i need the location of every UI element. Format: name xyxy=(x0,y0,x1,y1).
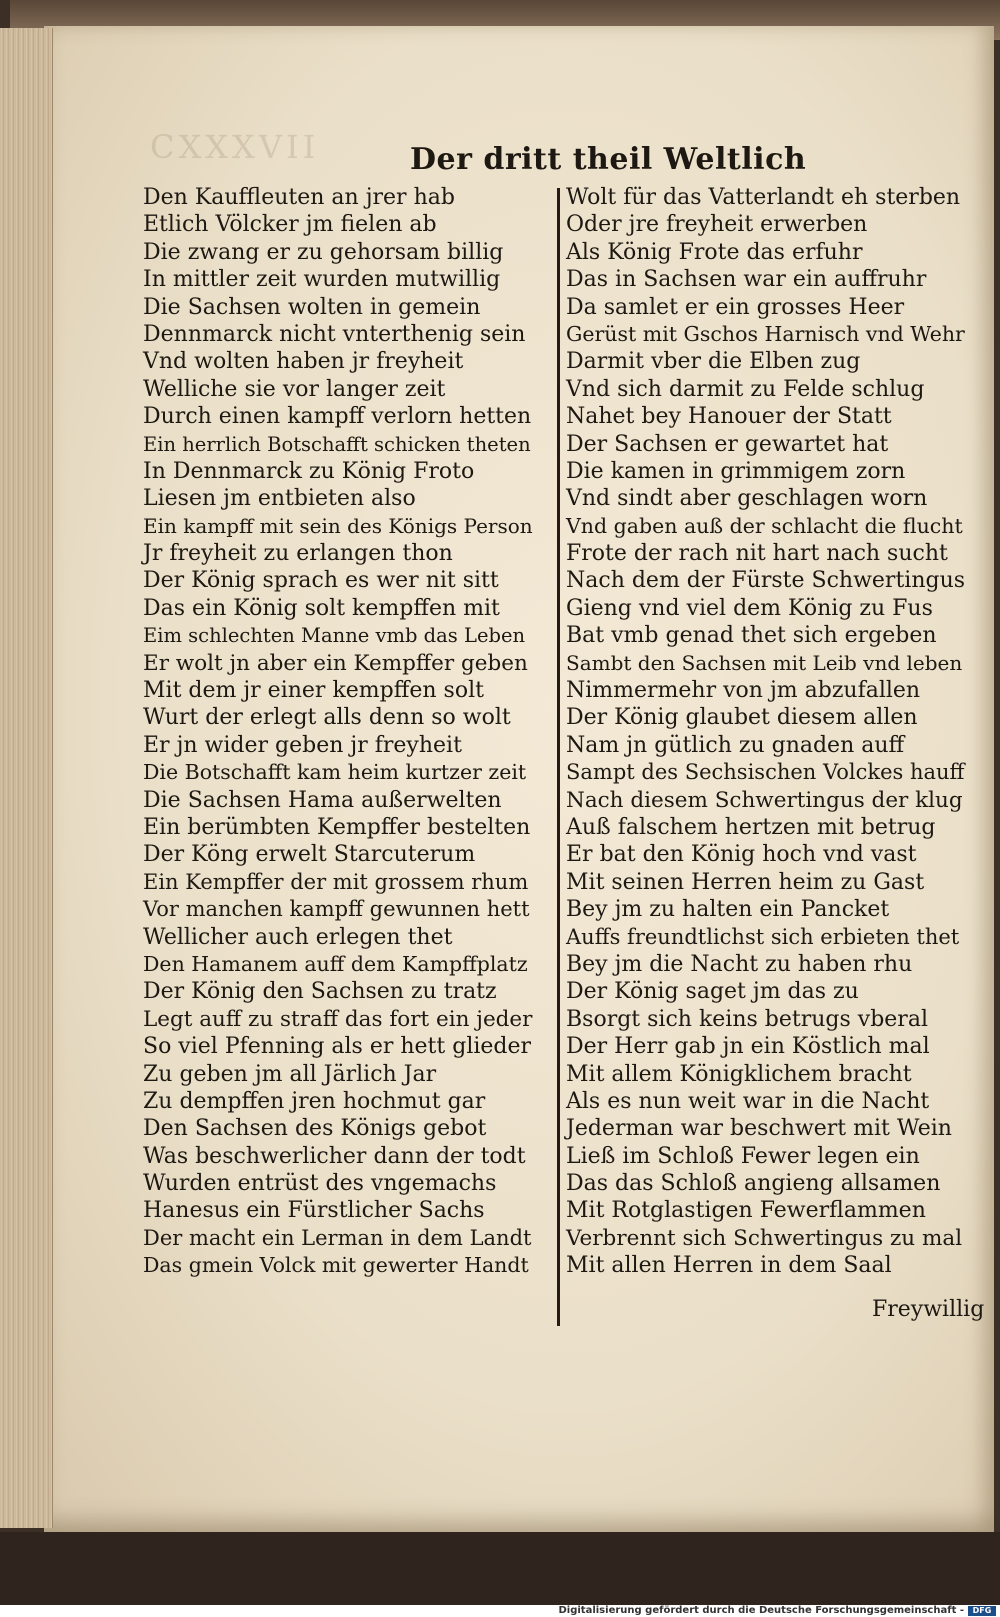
verse-line: Zu dempffen jren hochmut gar xyxy=(143,1088,486,1114)
verse-line: Was beschwerlicher dann der todt xyxy=(143,1143,526,1169)
verse-line: Das das Schloß angieng allsamen xyxy=(566,1171,941,1197)
funding-credit: Digitalisierung gefördert durch die Deutsche Forschungsgemeinschaft - xyxy=(558,1605,964,1616)
verse-line: Den Hamanem auff dem Kampffplatz xyxy=(143,951,528,976)
verse-line: Da samlet er ein grosses Heer xyxy=(566,294,905,320)
verse-line: Darmit vber die Elben zug xyxy=(566,349,861,375)
verse-line: Nimmermehr von jm abzufallen xyxy=(566,678,921,704)
verse-line: Er jn wider geben jr freyheit xyxy=(143,732,462,758)
verse-line: Als es nun weit war in die Nacht xyxy=(566,1088,930,1114)
verse-line: Jr freyheit zu erlangen thon xyxy=(143,541,453,567)
verse-line: Etlich Völcker jm fielen ab xyxy=(143,212,437,238)
verse-line: Mit seinen Herren heim zu Gast xyxy=(566,869,925,895)
verse-line: Mit allem Königklichem bracht xyxy=(566,1061,912,1087)
verse-line: Auß falschem hertzen mit betrug xyxy=(566,814,936,840)
verse-line: Den Sachsen des Königs gebot xyxy=(143,1116,487,1142)
bleed-through-text: CXXXVII xyxy=(150,128,320,166)
verse-line: Oder jre freyheit erwerben xyxy=(566,212,868,238)
verse-line: Der Sachsen er gewartet hat xyxy=(566,431,889,457)
verse-line: Bat vmb genad thet sich ergeben xyxy=(566,623,937,649)
verse-line: Das gmein Volck mit gewerter Handt xyxy=(143,1253,529,1278)
verse-line: Vnd gaben auß der schlacht die flucht xyxy=(566,513,963,538)
verse-line: Hanesus ein Fürstlicher Sachs xyxy=(143,1198,485,1224)
verse-line: Nach diesem Schwertingus der klug xyxy=(566,787,963,813)
verse-line: Die Botschafft kam heim kurtzer zeit xyxy=(143,760,527,785)
right-text-column xyxy=(566,184,966,1280)
verse-line: Die zwang er zu gehorsam billig xyxy=(143,239,504,265)
verse-line: Er wolt jn aber ein Kempffer geben xyxy=(143,650,528,676)
verse-line: Wellicher auch erlegen thet xyxy=(143,924,453,950)
verse-line: Ein herrlich Botschafft schicken theten xyxy=(143,432,531,456)
verse-line: Gieng vnd viel dem König zu Fus xyxy=(566,595,933,621)
verse-line: Vor manchen kampff gewunnen hett xyxy=(143,897,530,922)
verse-line: Der König saget jm das zu xyxy=(566,979,859,1005)
verse-line: Der König glaubet diesem allen xyxy=(566,705,918,731)
verse-line: Legt auff zu straff das fort ein jeder xyxy=(143,1006,533,1032)
verse-line: Die Sachsen wolten in gemein xyxy=(143,294,481,320)
verse-line: Auffs freundtlichst sich erbieten thet xyxy=(566,924,960,949)
verse-line: Mit dem jr einer kempffen solt xyxy=(143,678,484,704)
verse-line: In mittler zeit wurden mutwillig xyxy=(143,267,501,293)
footer-bar xyxy=(0,1605,1000,1617)
verse-line: Der Herr gab jn ein Köstlich mal xyxy=(566,1034,930,1060)
verse-line: Ein kampff mit sein des Königs Person xyxy=(143,513,533,538)
verse-line: Sambt den Sachsen mit Leib vnd leben xyxy=(566,650,963,675)
verse-line: In Dennmarck zu König Froto xyxy=(143,458,475,484)
verse-line: Nach dem der Fürste Schwertingus xyxy=(566,568,966,594)
verse-line: Vnd sindt aber geschlagen worn xyxy=(566,486,928,512)
verse-line: Ein Kempffer der mit grossem rhum xyxy=(143,869,529,894)
verse-line: So viel Pfenning als er hett glieder xyxy=(143,1034,532,1060)
verse-line: Der König sprach es wer nit sitt xyxy=(143,568,499,594)
verse-line: Frote der rach nit hart nach sucht xyxy=(566,541,948,567)
verse-line: Nam jn gütlich zu gnaden auff xyxy=(566,732,905,758)
verse-line: Gerüst mit Gschos Harnisch vnd Wehr xyxy=(566,321,965,346)
verse-line: Wurt der erlegt alls denn so wolt xyxy=(143,705,511,731)
verse-line: Dennmarck nicht vnterthenig sein xyxy=(143,321,526,347)
page-header: Der dritt theil Weltlich xyxy=(410,142,807,177)
verse-line: Mit Rotglastigen Fewerflammen xyxy=(566,1198,926,1224)
verse-line: Die Sachsen Hama außerwelten xyxy=(143,787,502,813)
verse-line: Als König Frote das erfuhr xyxy=(566,239,863,265)
left-text-column xyxy=(143,184,533,1280)
scan-bottom-margin xyxy=(0,1532,1000,1605)
verse-line: Vnd sich darmit zu Felde schlug xyxy=(566,376,925,402)
verse-line: Das ein König solt kempffen mit xyxy=(143,595,500,621)
verse-line: Das in Sachsen war ein auffruhr xyxy=(566,267,927,293)
verse-line: Ein berümbten Kempffer bestelten xyxy=(143,814,531,840)
verse-line: Eim schlechten Manne vmb das Leben xyxy=(143,624,526,648)
verse-line: Wolt für das Vatterlandt eh sterben xyxy=(566,185,961,210)
verse-line: Sampt des Sechsischen Volckes hauff xyxy=(566,760,965,785)
verse-line: Der Köng erwelt Starcuterum xyxy=(143,842,476,868)
verse-line: Der König den Sachsen zu tratz xyxy=(143,979,497,1005)
verse-line: Jederman war beschwert mit Wein xyxy=(566,1116,952,1142)
verse-line: Liesen jm entbieten also xyxy=(143,486,416,512)
verse-line: Durch einen kampff verlorn hetten xyxy=(143,404,532,430)
page-fore-edge xyxy=(0,28,53,1528)
verse-line: Der macht ein Lerman in dem Landt xyxy=(143,1225,532,1250)
dfg-logo-icon: DFG xyxy=(968,1606,996,1616)
verse-line: Vnd wolten haben jr freyheit xyxy=(143,349,464,375)
verse-line: Er bat den König hoch vnd vast xyxy=(566,842,917,868)
verse-line: Die kamen in grimmigem zorn xyxy=(566,458,906,484)
verse-line: Mit allen Herren in dem Saal xyxy=(566,1253,892,1279)
verse-line: Wurden entrüst des vngemachs xyxy=(143,1171,497,1197)
verse-line: Ließ im Schloß Fewer legen ein xyxy=(566,1143,920,1169)
verse-line: Bey jm die Nacht zu haben rhu xyxy=(566,951,913,977)
verse-line: Den Kauffleuten an jrer hab xyxy=(143,185,455,210)
verse-line: Verbrennt sich Schwertingus zu mal xyxy=(566,1225,963,1251)
verse-line: Bsorgt sich keins betrugs vberal xyxy=(566,1006,928,1032)
catchword: Freywillig xyxy=(872,1297,985,1322)
column-divider xyxy=(557,188,560,1326)
verse-line: Zu geben jm all Järlich Jar xyxy=(143,1061,437,1087)
verse-line: Nahet bey Hanouer der Statt xyxy=(566,404,892,430)
verse-line: Bey jm zu halten ein Pancket xyxy=(566,897,890,923)
verse-line: Welliche sie vor langer zeit xyxy=(143,376,446,402)
